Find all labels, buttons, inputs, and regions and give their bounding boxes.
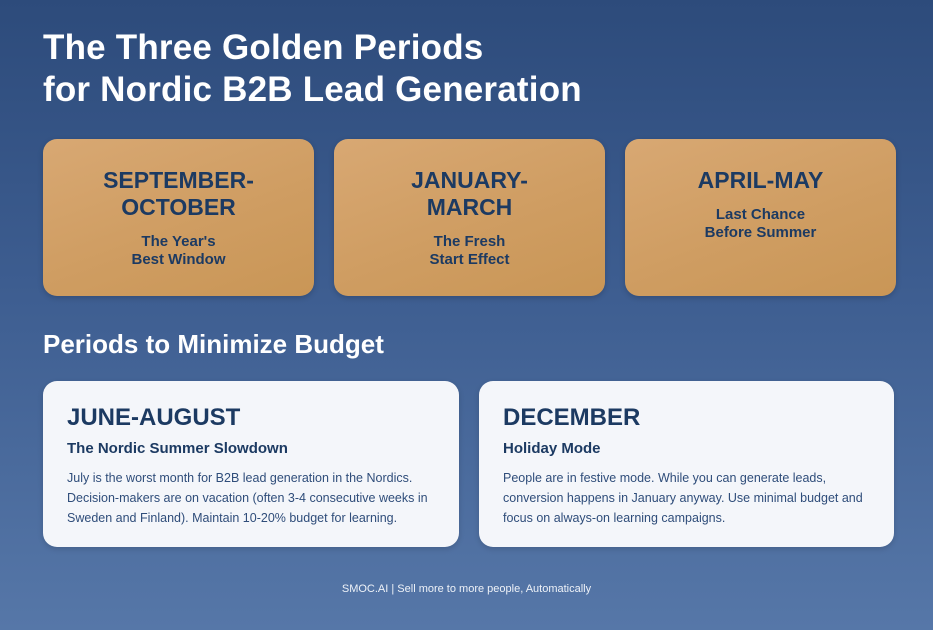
golden-card-period bbox=[103, 167, 254, 221]
minimize-section-title: Periods to Minimize Budget bbox=[43, 329, 384, 359]
minimize-card-june-august bbox=[43, 381, 459, 547]
minimize-card-period: JUNE-AUGUST bbox=[67, 404, 241, 431]
subtitle-line-2: Best Window bbox=[131, 251, 226, 268]
minimize-card-subtitle: The Nordic Summer Slowdown bbox=[67, 440, 288, 457]
subtitle-line-1: Last Chance bbox=[715, 206, 806, 223]
page-title bbox=[43, 27, 582, 111]
period-line-1: APRIL-MAY bbox=[697, 167, 824, 193]
subtitle-line-2: Start Effect bbox=[429, 251, 510, 268]
golden-card-subtitle bbox=[429, 233, 509, 269]
subtitle-line-2: Before Summer bbox=[704, 224, 817, 241]
minimize-card-subtitle: Holiday Mode bbox=[503, 440, 601, 457]
minimize-card-december bbox=[479, 381, 894, 547]
minimize-card-description: July is the worst month for B2B lead generation in the Nordics. Decision-makers are on vacation (often 3-4 consecutive weeks in Sweden and Finland). Maintain 10-20% budget for learning. bbox=[67, 471, 428, 525]
golden-card-subtitle bbox=[131, 233, 225, 269]
golden-card-period bbox=[411, 167, 528, 221]
golden-card-january-march bbox=[334, 139, 605, 296]
golden-card-april-may bbox=[625, 139, 896, 296]
period-line-1: SEPTEMBER- bbox=[103, 167, 254, 193]
golden-card-september-october bbox=[43, 139, 314, 296]
minimize-card-period: DECEMBER bbox=[503, 404, 641, 431]
golden-card-period bbox=[698, 167, 824, 194]
minimize-card-description: People are in festive mode. While you can generate leads, conversion happens in January anyway. Use minimal budget and focus on always-on learning campaigns. bbox=[503, 471, 863, 525]
golden-card-subtitle bbox=[705, 206, 817, 242]
title-line-1: The Three Golden Periods bbox=[43, 28, 484, 67]
period-line-2: OCTOBER bbox=[121, 194, 236, 220]
footer-tagline: SMOC.AI | Sell more to more people, Automatically bbox=[341, 583, 592, 595]
subtitle-line-1: The Fresh bbox=[433, 233, 506, 250]
title-line-2: for Nordic B2B Lead Generation bbox=[43, 70, 582, 109]
subtitle-line-1: The Year's bbox=[141, 233, 216, 250]
period-line-2: MARCH bbox=[426, 194, 513, 220]
minimize-periods-row bbox=[43, 381, 894, 547]
golden-periods-row bbox=[43, 139, 896, 296]
period-line-1: JANUARY- bbox=[411, 167, 528, 193]
